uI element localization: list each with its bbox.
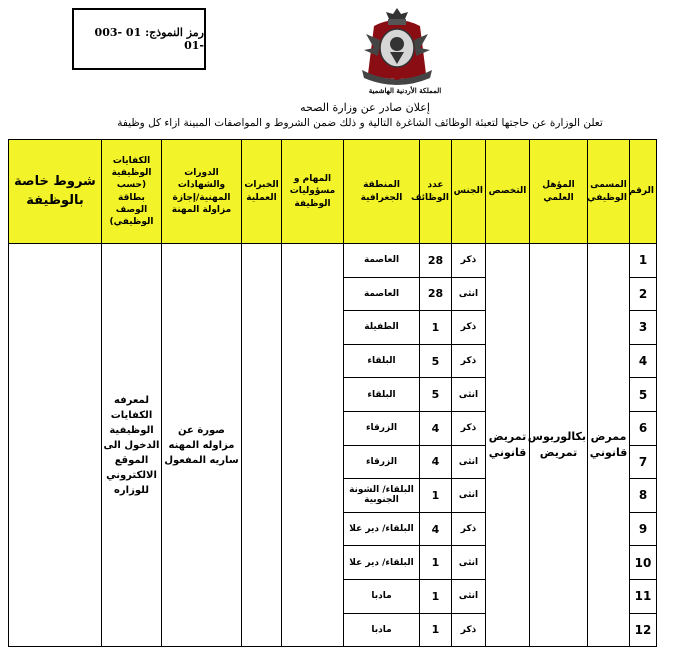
gender-cell: انثى <box>452 479 486 513</box>
gender-cell: انثى <box>452 579 486 613</box>
row-number: 12 <box>630 613 657 647</box>
vacancies-table <box>8 139 657 647</box>
gender-cell: انثى <box>452 546 486 580</box>
table-header-row <box>9 140 657 244</box>
gender-cell: ذكر <box>452 613 486 647</box>
form-code-box <box>72 8 206 70</box>
ministry-name: المملكة الأردنية الهاشمية <box>368 86 442 95</box>
specialization-cell: تمريض قانوني <box>486 244 530 647</box>
gender-cell: ذكر <box>452 512 486 546</box>
region-cell: البلقاء/ دير علا <box>344 546 420 580</box>
row-number: 7 <box>630 445 657 479</box>
row-number: 11 <box>630 579 657 613</box>
gender-cell: انثى <box>452 277 486 311</box>
col-header-job-title: المسمى الوظيفي <box>588 140 630 244</box>
col-header-region: المنطقة الجغرافية <box>344 140 420 244</box>
count-cell: 4 <box>420 445 452 479</box>
count-cell: 1 <box>420 579 452 613</box>
region-cell: الطفيلة <box>344 311 420 345</box>
region-cell: الزرقاء <box>344 411 420 445</box>
col-header-competencies: الكفايات الوظيفية (حسب بطاقة الوصف الوظيفي) <box>102 140 162 244</box>
gender-cell: انثى <box>452 378 486 412</box>
announcement-title: إعلان صادر عن وزارة الصحه <box>300 101 430 114</box>
region-cell: العاصمة <box>344 244 420 278</box>
qualification-cell: بكالوريوس تمريض <box>530 244 588 647</box>
coat-of-arms-icon <box>356 4 438 88</box>
col-header-experience: الخبرات العملية <box>242 140 282 244</box>
col-header-gender: الجنس <box>452 140 486 244</box>
row-number: 5 <box>630 378 657 412</box>
count-cell: 1 <box>420 311 452 345</box>
gender-cell: ذكر <box>452 344 486 378</box>
col-header-special-conditions: شروط خاصة بالوظيفة <box>9 140 102 244</box>
competencies-cell: لمعرفه الكفايات الوظيفية الدخول الى الموقع الالكتروني للوزاره <box>102 244 162 647</box>
count-cell: 5 <box>420 378 452 412</box>
gender-cell: انثى <box>452 445 486 479</box>
col-header-count: عدد الوظائف <box>420 140 452 244</box>
row-number: 6 <box>630 411 657 445</box>
region-cell: مادبا <box>344 579 420 613</box>
col-header-duties: المهام و مسؤوليات الوظيفة <box>282 140 344 244</box>
courses-cell: صورة عن مزاوله المهنه ساريه المفعول <box>162 244 242 647</box>
region-cell: البلقاء/ الشونة الجنوبية <box>344 479 420 513</box>
col-header-qualification: المؤهل العلمي <box>530 140 588 244</box>
job-title-cell: ممرض قانوني <box>588 244 630 647</box>
row-number: 8 <box>630 479 657 513</box>
row-number: 4 <box>630 344 657 378</box>
count-cell: 4 <box>420 512 452 546</box>
count-cell: 28 <box>420 277 452 311</box>
form-code-text: رمز النموذج: 01 -003 -01 <box>94 26 204 52</box>
duties-cell <box>282 244 344 647</box>
row-number: 3 <box>630 311 657 345</box>
region-cell: البلقاء <box>344 344 420 378</box>
col-header-number: الرقم <box>630 140 657 244</box>
row-number: 1 <box>630 244 657 278</box>
col-header-specialization: التخصص <box>486 140 530 244</box>
row-number: 9 <box>630 512 657 546</box>
count-cell: 1 <box>420 479 452 513</box>
count-cell: 1 <box>420 546 452 580</box>
region-cell: الزرقاء <box>344 445 420 479</box>
count-cell: 4 <box>420 411 452 445</box>
row-number: 2 <box>630 277 657 311</box>
count-cell: 5 <box>420 344 452 378</box>
count-cell: 1 <box>420 613 452 647</box>
gender-cell: ذكر <box>452 311 486 345</box>
region-cell: البلقاء <box>344 378 420 412</box>
col-header-courses: الدورات والشهادات المهنية/إجازة مزاولة المهنة <box>162 140 242 244</box>
gender-cell: ذكر <box>452 411 486 445</box>
region-cell: البلقاء/ دير علا <box>344 512 420 546</box>
special-conditions-cell <box>9 244 102 647</box>
announcement-intro: تعلن الوزارة عن حاجتها لتعبئة الوظائف الشاغرة التالية و ذلك ضمن الشروط و المواصفات المبينة ازاء كل وظيفة <box>117 117 603 129</box>
experience-cell <box>242 244 282 647</box>
gender-cell: ذكر <box>452 244 486 278</box>
region-cell: العاصمة <box>344 277 420 311</box>
region-cell: مادبا <box>344 613 420 647</box>
count-cell: 28 <box>420 244 452 278</box>
row-number: 10 <box>630 546 657 580</box>
table-row <box>9 244 657 278</box>
